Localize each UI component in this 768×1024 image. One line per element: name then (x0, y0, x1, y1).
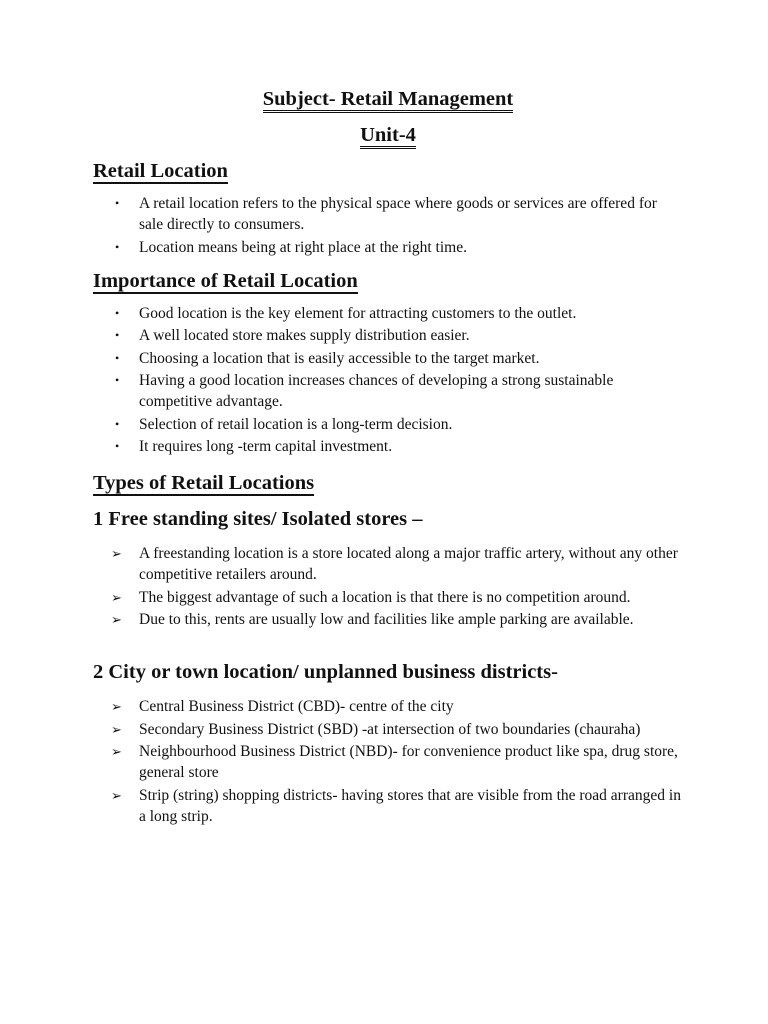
list-item: • A well located store makes supply distribution easier. (115, 327, 470, 344)
list-free-standing (93, 543, 683, 630)
list-city-town (93, 696, 683, 827)
list-item: ➢ A freestanding location is a store located along a major traffic artery, without any other competitive retailers around. (111, 545, 678, 583)
list-item: • A retail location refers to the physical space where goods or services are offered for sale directly to consumers. (115, 195, 657, 233)
list-importance (93, 303, 683, 458)
document-page (93, 86, 683, 828)
bullet-arrow-icon: ➢ (111, 721, 122, 737)
heading-types (93, 470, 683, 496)
heading-importance-text: Importance of Retail Location (93, 269, 358, 292)
bullet-dot-icon: • (115, 305, 120, 320)
list-retail-location (93, 193, 683, 258)
bullet-dot-icon: • (115, 416, 120, 431)
bullet-arrow-icon: ➢ (111, 589, 122, 605)
bullet-dot-icon: • (115, 196, 120, 210)
list-item: • Location means being at right place at the right time. (115, 238, 467, 256)
list-item: ➢ Neighbourhood Business District (NBD)- for convenience product like spa, drug store, general store (111, 743, 678, 781)
list-item: • Selection of retail location is a long-term decision. (115, 415, 453, 433)
subject-title-text: Subject- Retail Management (263, 88, 514, 113)
list-item: • Good location is the key element for attracting customers to the outlet. (115, 304, 577, 322)
list-item: • Having a good location increases chances of developing a strong sustainable competitive advantage. (115, 372, 614, 410)
heading-types-text: Types of Retail Locations (93, 472, 315, 494)
bullet-dot-icon: • (115, 350, 120, 365)
heading-importance (93, 268, 683, 294)
bullet-dot-icon: • (115, 373, 120, 387)
bullet-dot-icon: • (115, 439, 120, 453)
document-unit-title (93, 122, 683, 148)
list-item: • It requires long -term capital investment. (115, 438, 393, 455)
list-item: • Choosing a location that is easily accessible to the target market. (115, 349, 540, 367)
list-item: ➢ The biggest advantage of such a location is that there is no competition around. (111, 588, 631, 606)
list-item: ➢ Secondary Business District (SBD) -at intersection of two boundaries (chauraha) (111, 720, 641, 738)
list-item: ➢ Strip (string) shopping districts- having stores that are visible from the road arranged in a long strip. (111, 786, 681, 825)
bullet-arrow-icon: ➢ (111, 744, 122, 759)
heading-city-town: 2 City or town location/ unplanned business districts- (93, 661, 558, 683)
unit-title-text: Unit-4 (360, 124, 416, 149)
heading-free-standing: 1 Free standing sites/ Isolated stores – (93, 508, 423, 530)
bullet-arrow-icon: ➢ (111, 546, 122, 561)
bullet-arrow-icon: ➢ (111, 699, 122, 714)
heading-retail-location-text: Retail Location (93, 160, 228, 182)
bullet-arrow-icon: ➢ (111, 787, 122, 803)
list-item: ➢ Due to this, rents are usually low and facilities like ample parking are available. (111, 611, 634, 628)
document-subject-title (93, 86, 683, 112)
heading-retail-location (93, 158, 683, 184)
bullet-dot-icon: • (115, 239, 120, 254)
list-item: ➢ Central Business District (CBD)- centre of the city (111, 698, 454, 715)
bullet-arrow-icon: ➢ (111, 612, 122, 627)
bullet-dot-icon: • (115, 328, 120, 342)
